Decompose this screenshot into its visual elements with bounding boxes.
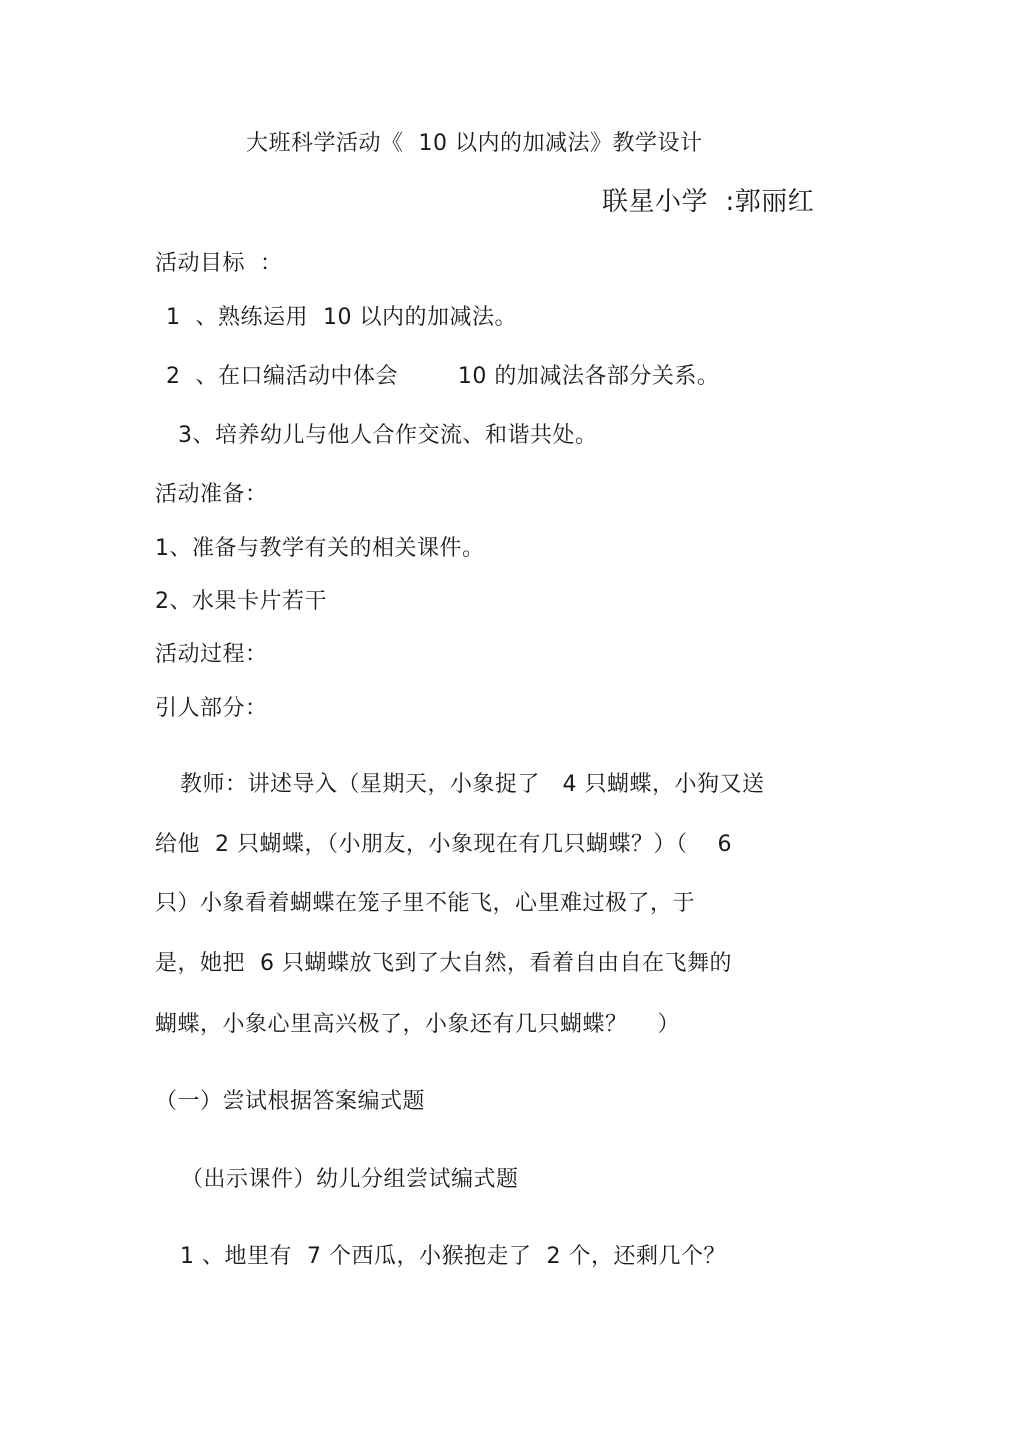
intro-paragraph-line: 教师：讲述导入（星期天，小象捉了 4 只蝴蝶，小狗又送 [180, 772, 765, 797]
author-line: 联星小学 :郭丽红 [602, 187, 815, 217]
prep-heading: 活动准备： [155, 482, 268, 507]
goal-item: 2 、在口编活动中体会 10 的加减法各部分关系。 [166, 364, 720, 389]
section1-sub: （出示课件）幼儿分组尝试编式题 [181, 1167, 519, 1192]
goals-heading: 活动目标 ： [155, 251, 283, 276]
intro-heading: 引人部分： [155, 696, 268, 721]
goal-item: 1 、熟练运用 10 以内的加减法。 [166, 305, 517, 330]
section1-heading: （一）尝试根据答案编式题 [155, 1089, 426, 1114]
goal-item: 3、培养幼儿与他人合作交流、和谐共处。 [178, 423, 598, 448]
document-title: 大班科学活动《 10 以内的加减法》教学设计 [246, 131, 703, 156]
prep-item: 1、准备与教学有关的相关课件。 [155, 536, 485, 561]
intro-paragraph-line: 蝴蝶，小象心里高兴极了，小象还有几只蝴蝶？ ） [155, 1012, 680, 1037]
prep-item: 2、水果卡片若干 [155, 589, 327, 614]
process-heading: 活动过程： [155, 642, 268, 667]
intro-paragraph-line: 只）小象看着蝴蝶在笼子里不能飞，心里难过极了，于 [155, 891, 696, 916]
intro-paragraph-line: 给他 2 只蝴蝶，（小朋友，小象现在有几只蝴蝶？）（ 6 [155, 832, 732, 857]
intro-paragraph-line: 是，她把 6 只蝴蝶放飞到了大自然，看着自由自在飞舞的 [155, 951, 732, 976]
section1-item: 1 、地里有 7 个西瓜，小猴抱走了 2 个，还剩几个？ [180, 1244, 726, 1269]
